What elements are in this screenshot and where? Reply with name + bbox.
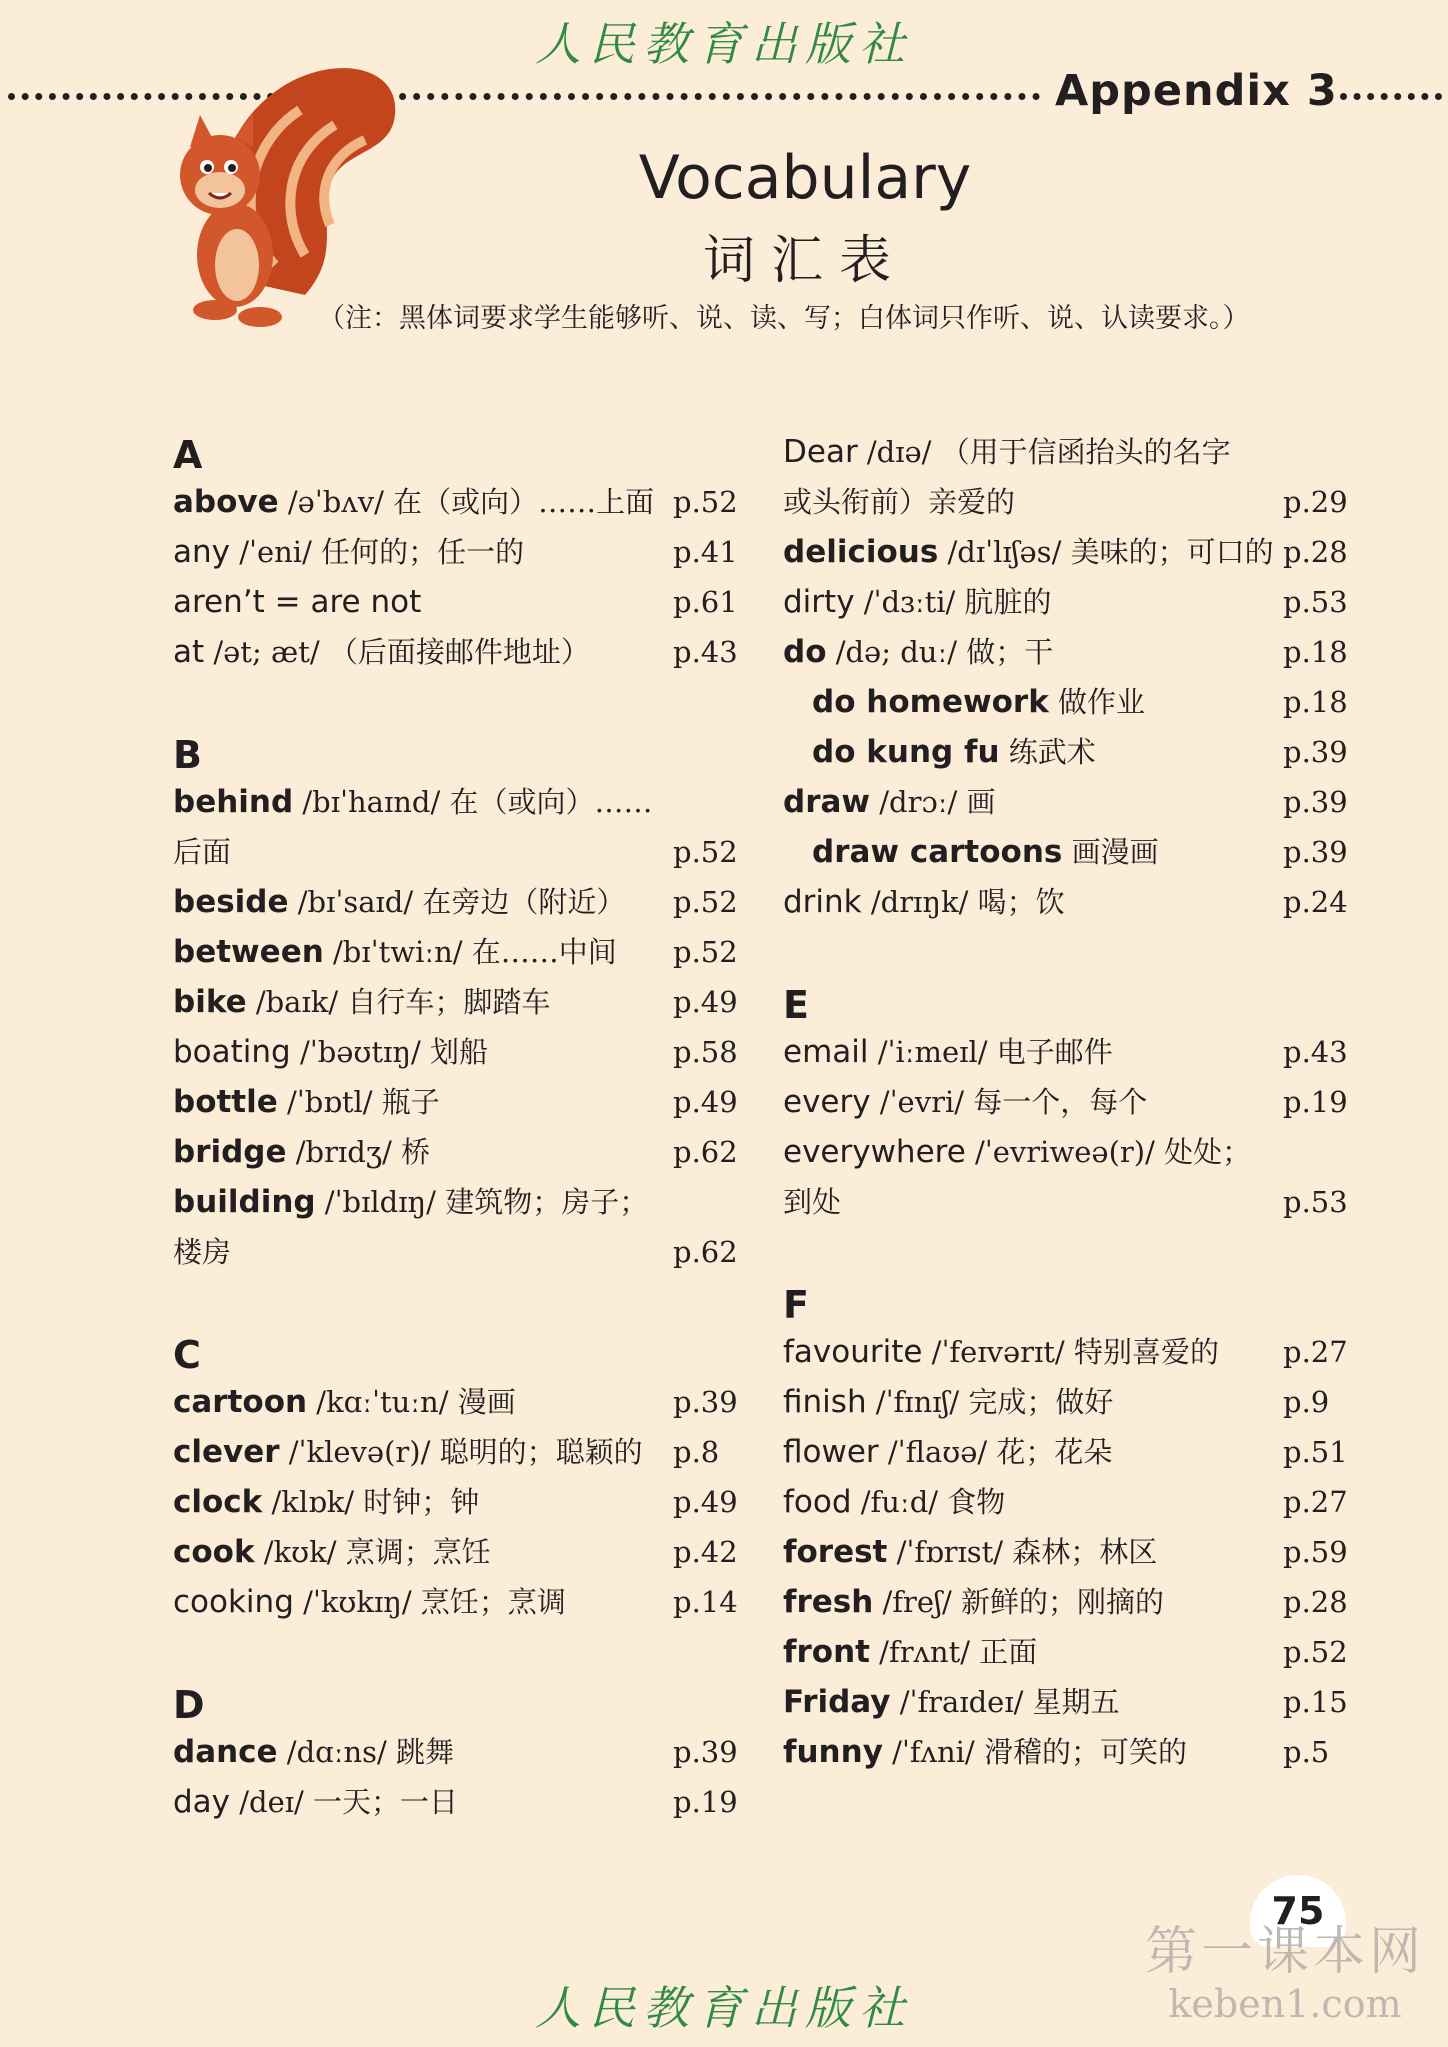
vocabulary-column-right xyxy=(783,427,1348,1827)
entry-phonetic: /klɒk/ xyxy=(262,1485,364,1519)
entry-word: do homework xyxy=(812,684,1049,720)
vocab-section xyxy=(173,1327,738,1627)
vocab-entry xyxy=(783,1127,1343,1177)
entry-word: fresh xyxy=(783,1584,874,1620)
entry-page-ref: p.51 xyxy=(1283,1435,1348,1469)
entry-meaning: 做；干 xyxy=(966,635,1054,669)
entry-phonetic: /bɪˈhaɪnd/ xyxy=(293,785,450,819)
section-letter: A xyxy=(173,433,203,477)
entry-phonetic: /dɪˈlɪʃəs/ xyxy=(938,535,1071,569)
entry-word: food xyxy=(783,1484,852,1520)
entry-word: forest xyxy=(783,1534,888,1570)
entry-meaning: 或头衔前）亲爱的 xyxy=(783,485,1016,519)
entry-meaning: 任何的；任一的 xyxy=(321,535,525,569)
entry-page-ref: p.43 xyxy=(1283,1035,1348,1069)
dotted-rule-middle xyxy=(385,93,1040,100)
entry-phonetic xyxy=(1049,685,1058,719)
entry-word: at xyxy=(173,634,205,670)
entry-page-ref: p.39 xyxy=(673,1735,738,1769)
entry-phonetic: /ˈfɒrɪst/ xyxy=(887,1535,1013,1569)
entry-word: bike xyxy=(173,984,247,1020)
entry-phonetic: /ˈkʊkɪŋ/ xyxy=(293,1585,421,1619)
entry-page-ref: p.29 xyxy=(1283,485,1348,519)
entry-meaning: 美味的；可口的 xyxy=(1070,535,1274,569)
usage-note: （注：黑体词要求学生能够听、说、读、写；白体词只作听、说、认读要求。） xyxy=(318,303,1250,334)
vocab-entry-continuation xyxy=(783,477,1348,527)
entry-word: bridge xyxy=(173,1134,287,1170)
entry-word: email xyxy=(783,1034,869,1070)
entry-page-ref: p.52 xyxy=(673,885,738,919)
entry-word: clock xyxy=(173,1484,263,1520)
entry-meaning: 在（或向）……上面 xyxy=(393,485,655,519)
vocab-entry xyxy=(783,577,1348,627)
entry-word: flower xyxy=(783,1434,879,1470)
entry-phonetic: /deɪ/ xyxy=(230,1785,314,1819)
entry-meaning: 喝；饮 xyxy=(977,885,1065,919)
entry-word: cooking xyxy=(173,1584,294,1620)
entry-meaning: 在……中间 xyxy=(471,935,617,969)
section-letter: C xyxy=(173,1333,201,1377)
vocab-entry xyxy=(173,1527,738,1577)
vocab-entry xyxy=(783,427,1343,477)
entry-phonetic: /ˈevri/ xyxy=(870,1085,974,1119)
entry-meaning: 在旁边（附近） xyxy=(422,885,626,919)
entry-phonetic: /ˈklevə(r)/ xyxy=(279,1435,440,1469)
entry-word: bottle xyxy=(173,1084,278,1120)
entry-phonetic xyxy=(1000,735,1009,769)
entry-page-ref: p.28 xyxy=(1283,1585,1348,1619)
vocab-entry xyxy=(173,1177,733,1227)
entry-page-ref: p.39 xyxy=(1283,835,1348,869)
vocab-entry xyxy=(783,1477,1348,1527)
vocab-entry xyxy=(173,1777,738,1827)
entry-page-ref: p.39 xyxy=(673,1385,738,1419)
entry-meaning: 建筑物；房子； xyxy=(445,1185,649,1219)
entry-meaning: 肮脏的 xyxy=(964,585,1052,619)
entry-phonetic: /drɔː/ xyxy=(870,785,967,819)
vocab-entry xyxy=(783,827,1348,877)
entry-word: aren’t = are not xyxy=(173,584,422,620)
entry-meaning: 瓶子 xyxy=(381,1085,440,1119)
entry-meaning: 画漫画 xyxy=(1071,835,1159,869)
publisher-logo-bottom: 人民教育出版社 xyxy=(535,1981,913,2035)
entry-page-ref: p.9 xyxy=(1283,1385,1330,1419)
entry-phonetic xyxy=(1062,835,1071,869)
vocabulary-column-left xyxy=(173,427,738,1877)
entry-page-ref: p.52 xyxy=(1283,1635,1348,1669)
entry-meaning: 后面 xyxy=(173,835,232,869)
entry-phonetic: /ˈdɜːti/ xyxy=(854,585,965,619)
vocab-entry xyxy=(783,627,1348,677)
vocab-entry xyxy=(173,927,738,977)
entry-meaning: 处处； xyxy=(1164,1135,1252,1169)
entry-meaning: 每一个，每个 xyxy=(973,1085,1148,1119)
vocab-entry xyxy=(173,1577,738,1627)
vocab-entry xyxy=(783,1377,1343,1427)
entry-word: do kung fu xyxy=(812,734,1000,770)
vocab-entry-continuation xyxy=(783,1177,1348,1227)
vocab-section xyxy=(783,1277,1348,1777)
entry-word: day xyxy=(173,1784,231,1820)
publisher-logo-top: 人民教育出版社 xyxy=(535,17,913,71)
entry-word: do xyxy=(783,634,827,670)
entry-page-ref: p.8 xyxy=(673,1435,720,1469)
vocab-entry xyxy=(783,527,1348,577)
vocab-entry xyxy=(783,777,1348,827)
entry-word: between xyxy=(173,934,324,970)
entry-phonetic: /ˈfeɪvərɪt/ xyxy=(922,1335,1074,1369)
entry-page-ref: p.39 xyxy=(1283,785,1348,819)
entry-page-ref: p.15 xyxy=(1283,1685,1348,1719)
entry-page-ref: p.52 xyxy=(673,485,738,519)
entry-page-ref: p.49 xyxy=(673,1085,738,1119)
entry-meaning: （后面接邮件地址） xyxy=(328,635,590,669)
page-number: 75 xyxy=(1250,1875,1346,1947)
entry-word: boating xyxy=(173,1034,291,1070)
entry-phonetic: /bɪˈtwiːn/ xyxy=(323,935,472,969)
vocab-entry xyxy=(783,1677,1348,1727)
entry-meaning: 画 xyxy=(966,785,996,819)
vocab-entry xyxy=(173,577,738,627)
vocab-entry xyxy=(783,1327,1348,1377)
entry-phonetic: /ˈfɪnɪʃ/ xyxy=(866,1385,969,1419)
entry-phonetic: /drɪŋk/ xyxy=(861,885,978,919)
entry-word: above xyxy=(173,484,279,520)
entry-page-ref: p.49 xyxy=(673,1485,738,1519)
entry-meaning: 森林；林区 xyxy=(1012,1535,1158,1569)
entry-word: dirty xyxy=(783,584,855,620)
page-title: Vocabulary xyxy=(638,143,972,213)
entry-meaning: 练武术 xyxy=(1008,735,1096,769)
entry-phonetic: /əˈbʌv/ xyxy=(278,485,394,519)
entry-phonetic: /ˈbɒtl/ xyxy=(277,1085,382,1119)
vocab-entry-continuation xyxy=(173,827,738,877)
section-letter: D xyxy=(173,1683,205,1727)
vocab-section xyxy=(173,427,738,677)
entry-word: front xyxy=(783,1634,870,1670)
entry-page-ref: p.53 xyxy=(1283,585,1348,619)
entry-word: draw xyxy=(783,784,871,820)
entry-phonetic: /kɑːˈtuːn/ xyxy=(307,1385,458,1419)
entry-word: cartoon xyxy=(173,1384,308,1420)
entry-word: building xyxy=(173,1184,316,1220)
entry-page-ref: p.41 xyxy=(673,535,738,569)
entry-page-ref: p.52 xyxy=(673,835,738,869)
entry-page-ref: p.18 xyxy=(1283,685,1348,719)
entry-meaning: 一天；一日 xyxy=(313,1785,459,1819)
section-letter: B xyxy=(173,733,202,777)
vocab-entry xyxy=(173,1377,738,1427)
entry-word: drink xyxy=(783,884,862,920)
entry-meaning: 桥 xyxy=(401,1135,431,1169)
entry-meaning: 食物 xyxy=(947,1485,1006,1519)
appendix-label: Appendix 3 xyxy=(1055,66,1338,116)
entry-page-ref: p.52 xyxy=(673,935,738,969)
entry-meaning: 漫画 xyxy=(457,1385,516,1419)
entry-word: cook xyxy=(173,1534,255,1570)
entry-page-ref: p.27 xyxy=(1283,1485,1348,1519)
entry-phonetic: /də; duː/ xyxy=(826,635,967,669)
vocab-entry xyxy=(173,1127,738,1177)
entry-page-ref: p.14 xyxy=(673,1585,738,1619)
vocab-entry xyxy=(173,777,733,827)
entry-meaning: 自行车；脚踏车 xyxy=(347,985,551,1019)
vocab-section xyxy=(173,1677,738,1827)
vocab-entry xyxy=(173,977,738,1027)
entry-page-ref: p.28 xyxy=(1283,535,1348,569)
entry-meaning: 电子邮件 xyxy=(996,1035,1113,1069)
entry-phonetic: /fuːd/ xyxy=(851,1485,948,1519)
entry-meaning: 跳舞 xyxy=(396,1735,455,1769)
entry-word: any xyxy=(173,534,230,570)
entry-word: Friday xyxy=(783,1684,891,1720)
entry-phonetic: /ˈfʌni/ xyxy=(882,1735,984,1769)
vocab-entry xyxy=(173,1477,738,1527)
entry-phonetic: /kʊk/ xyxy=(254,1535,346,1569)
entry-phonetic: /dɪə/ xyxy=(857,435,941,469)
entry-page-ref: p.27 xyxy=(1283,1335,1348,1369)
entry-phonetic: /ˈfraɪdeɪ/ xyxy=(890,1685,1033,1719)
entry-phonetic: /frʌnt/ xyxy=(869,1635,980,1669)
section-letter: E xyxy=(783,983,809,1027)
vocab-entry xyxy=(173,527,738,577)
entry-page-ref: p.43 xyxy=(673,635,738,669)
entry-meaning: 新鲜的；刚摘的 xyxy=(960,1585,1164,1619)
entry-phonetic: /ˈbɪldɪŋ/ xyxy=(315,1185,446,1219)
entry-word: delicious xyxy=(783,534,939,570)
entry-phonetic: /ˈflaʊə/ xyxy=(878,1435,997,1469)
vocab-section xyxy=(173,727,738,1277)
entry-phonetic: /dɑːns/ xyxy=(277,1735,397,1769)
vocab-entry xyxy=(783,877,1348,927)
entry-phonetic: /bɪˈsaɪd/ xyxy=(288,885,423,919)
vocab-entry xyxy=(783,1077,1348,1127)
watermark-url: keben1.com xyxy=(1168,1982,1402,2026)
entry-word: clever xyxy=(173,1434,280,1470)
page-subtitle: 词汇表 xyxy=(702,231,907,291)
entry-meaning: 做作业 xyxy=(1058,685,1146,719)
entry-page-ref: p.19 xyxy=(673,1785,738,1819)
entry-phonetic: /brɪdʒ/ xyxy=(286,1135,402,1169)
entry-phonetic: /ˈeni/ xyxy=(230,535,322,569)
entry-phonetic: /baɪk/ xyxy=(246,985,348,1019)
entry-page-ref: p.19 xyxy=(1283,1085,1348,1119)
entry-meaning: 完成；做好 xyxy=(968,1385,1114,1419)
dotted-rule-right xyxy=(1340,93,1442,100)
vocab-entry xyxy=(783,1627,1348,1677)
entry-page-ref: p.62 xyxy=(673,1135,738,1169)
section-letter: F xyxy=(783,1283,809,1327)
vocab-entry-continuation xyxy=(173,1227,738,1277)
entry-meaning: （用于信函抬头的名字 xyxy=(940,435,1231,469)
entry-meaning: 滑稽的；可笑的 xyxy=(983,1735,1187,1769)
entry-phonetic: /freʃ/ xyxy=(873,1585,961,1619)
entry-meaning: 楼房 xyxy=(173,1235,232,1269)
vocab-entry xyxy=(783,1427,1348,1477)
entry-word: finish xyxy=(783,1384,867,1420)
entry-phonetic: /ət; æt/ xyxy=(204,635,329,669)
entry-meaning: 正面 xyxy=(979,1635,1038,1669)
entry-page-ref: p.62 xyxy=(673,1235,738,1269)
vocab-entry xyxy=(173,1727,738,1777)
vocab-entry xyxy=(783,1027,1348,1077)
vocab-entry xyxy=(783,677,1348,727)
entry-word: behind xyxy=(173,784,294,820)
vocab-entry xyxy=(173,1077,738,1127)
entry-page-ref: p.53 xyxy=(1283,1185,1348,1219)
entry-word: draw cartoons xyxy=(812,834,1063,870)
entry-page-ref: p.24 xyxy=(1283,885,1348,919)
vocab-section xyxy=(783,977,1348,1227)
entry-meaning: 到处 xyxy=(783,1185,842,1219)
vocab-entry xyxy=(173,1427,733,1477)
vocab-entry xyxy=(783,1727,1343,1777)
entry-meaning: 特别喜爱的 xyxy=(1073,1335,1219,1369)
entry-meaning: 花；花朵 xyxy=(996,1435,1113,1469)
entry-page-ref: p.58 xyxy=(673,1035,738,1069)
entry-word: Dear xyxy=(783,434,858,470)
entry-meaning: 聪明的；聪颖的 xyxy=(439,1435,643,1469)
entry-meaning: 时钟；钟 xyxy=(363,1485,480,1519)
entry-word: funny xyxy=(783,1734,883,1770)
vocab-entry xyxy=(173,477,738,527)
entry-meaning: 烹饪；烹调 xyxy=(420,1585,566,1619)
entry-meaning: 烹调；烹饪 xyxy=(345,1535,491,1569)
entry-meaning: 星期五 xyxy=(1032,1685,1120,1719)
entry-word: every xyxy=(783,1084,871,1120)
entry-page-ref: p.42 xyxy=(673,1535,738,1569)
vocab-entry xyxy=(783,1577,1348,1627)
vocab-entry xyxy=(173,1027,738,1077)
entry-word: beside xyxy=(173,884,289,920)
entry-page-ref: p.49 xyxy=(673,985,738,1019)
entry-page-ref: p.18 xyxy=(1283,635,1348,669)
entry-word: favourite xyxy=(783,1334,923,1370)
vocab-section xyxy=(783,427,1348,927)
entry-meaning: 在（或向）…… xyxy=(449,785,653,819)
entry-phonetic: /ˈevriweə(r)/ xyxy=(965,1135,1165,1169)
vocab-entry xyxy=(783,1527,1348,1577)
entry-page-ref: p.61 xyxy=(673,585,738,619)
vocab-entry xyxy=(173,877,738,927)
entry-phonetic: /ˈbəʊtɪŋ/ xyxy=(290,1035,430,1069)
entry-word: dance xyxy=(173,1734,278,1770)
entry-page-ref: p.59 xyxy=(1283,1535,1348,1569)
vocab-entry xyxy=(783,727,1348,777)
entry-word: everywhere xyxy=(783,1134,966,1170)
entry-page-ref: p.39 xyxy=(1283,735,1348,769)
entry-meaning: 划船 xyxy=(430,1035,489,1069)
entry-page-ref: p.5 xyxy=(1283,1735,1330,1769)
watermark-cn: 第一课本网 xyxy=(1144,1922,1425,1982)
entry-phonetic: /ˈiːmeɪl/ xyxy=(868,1035,997,1069)
vocab-entry xyxy=(173,627,738,677)
